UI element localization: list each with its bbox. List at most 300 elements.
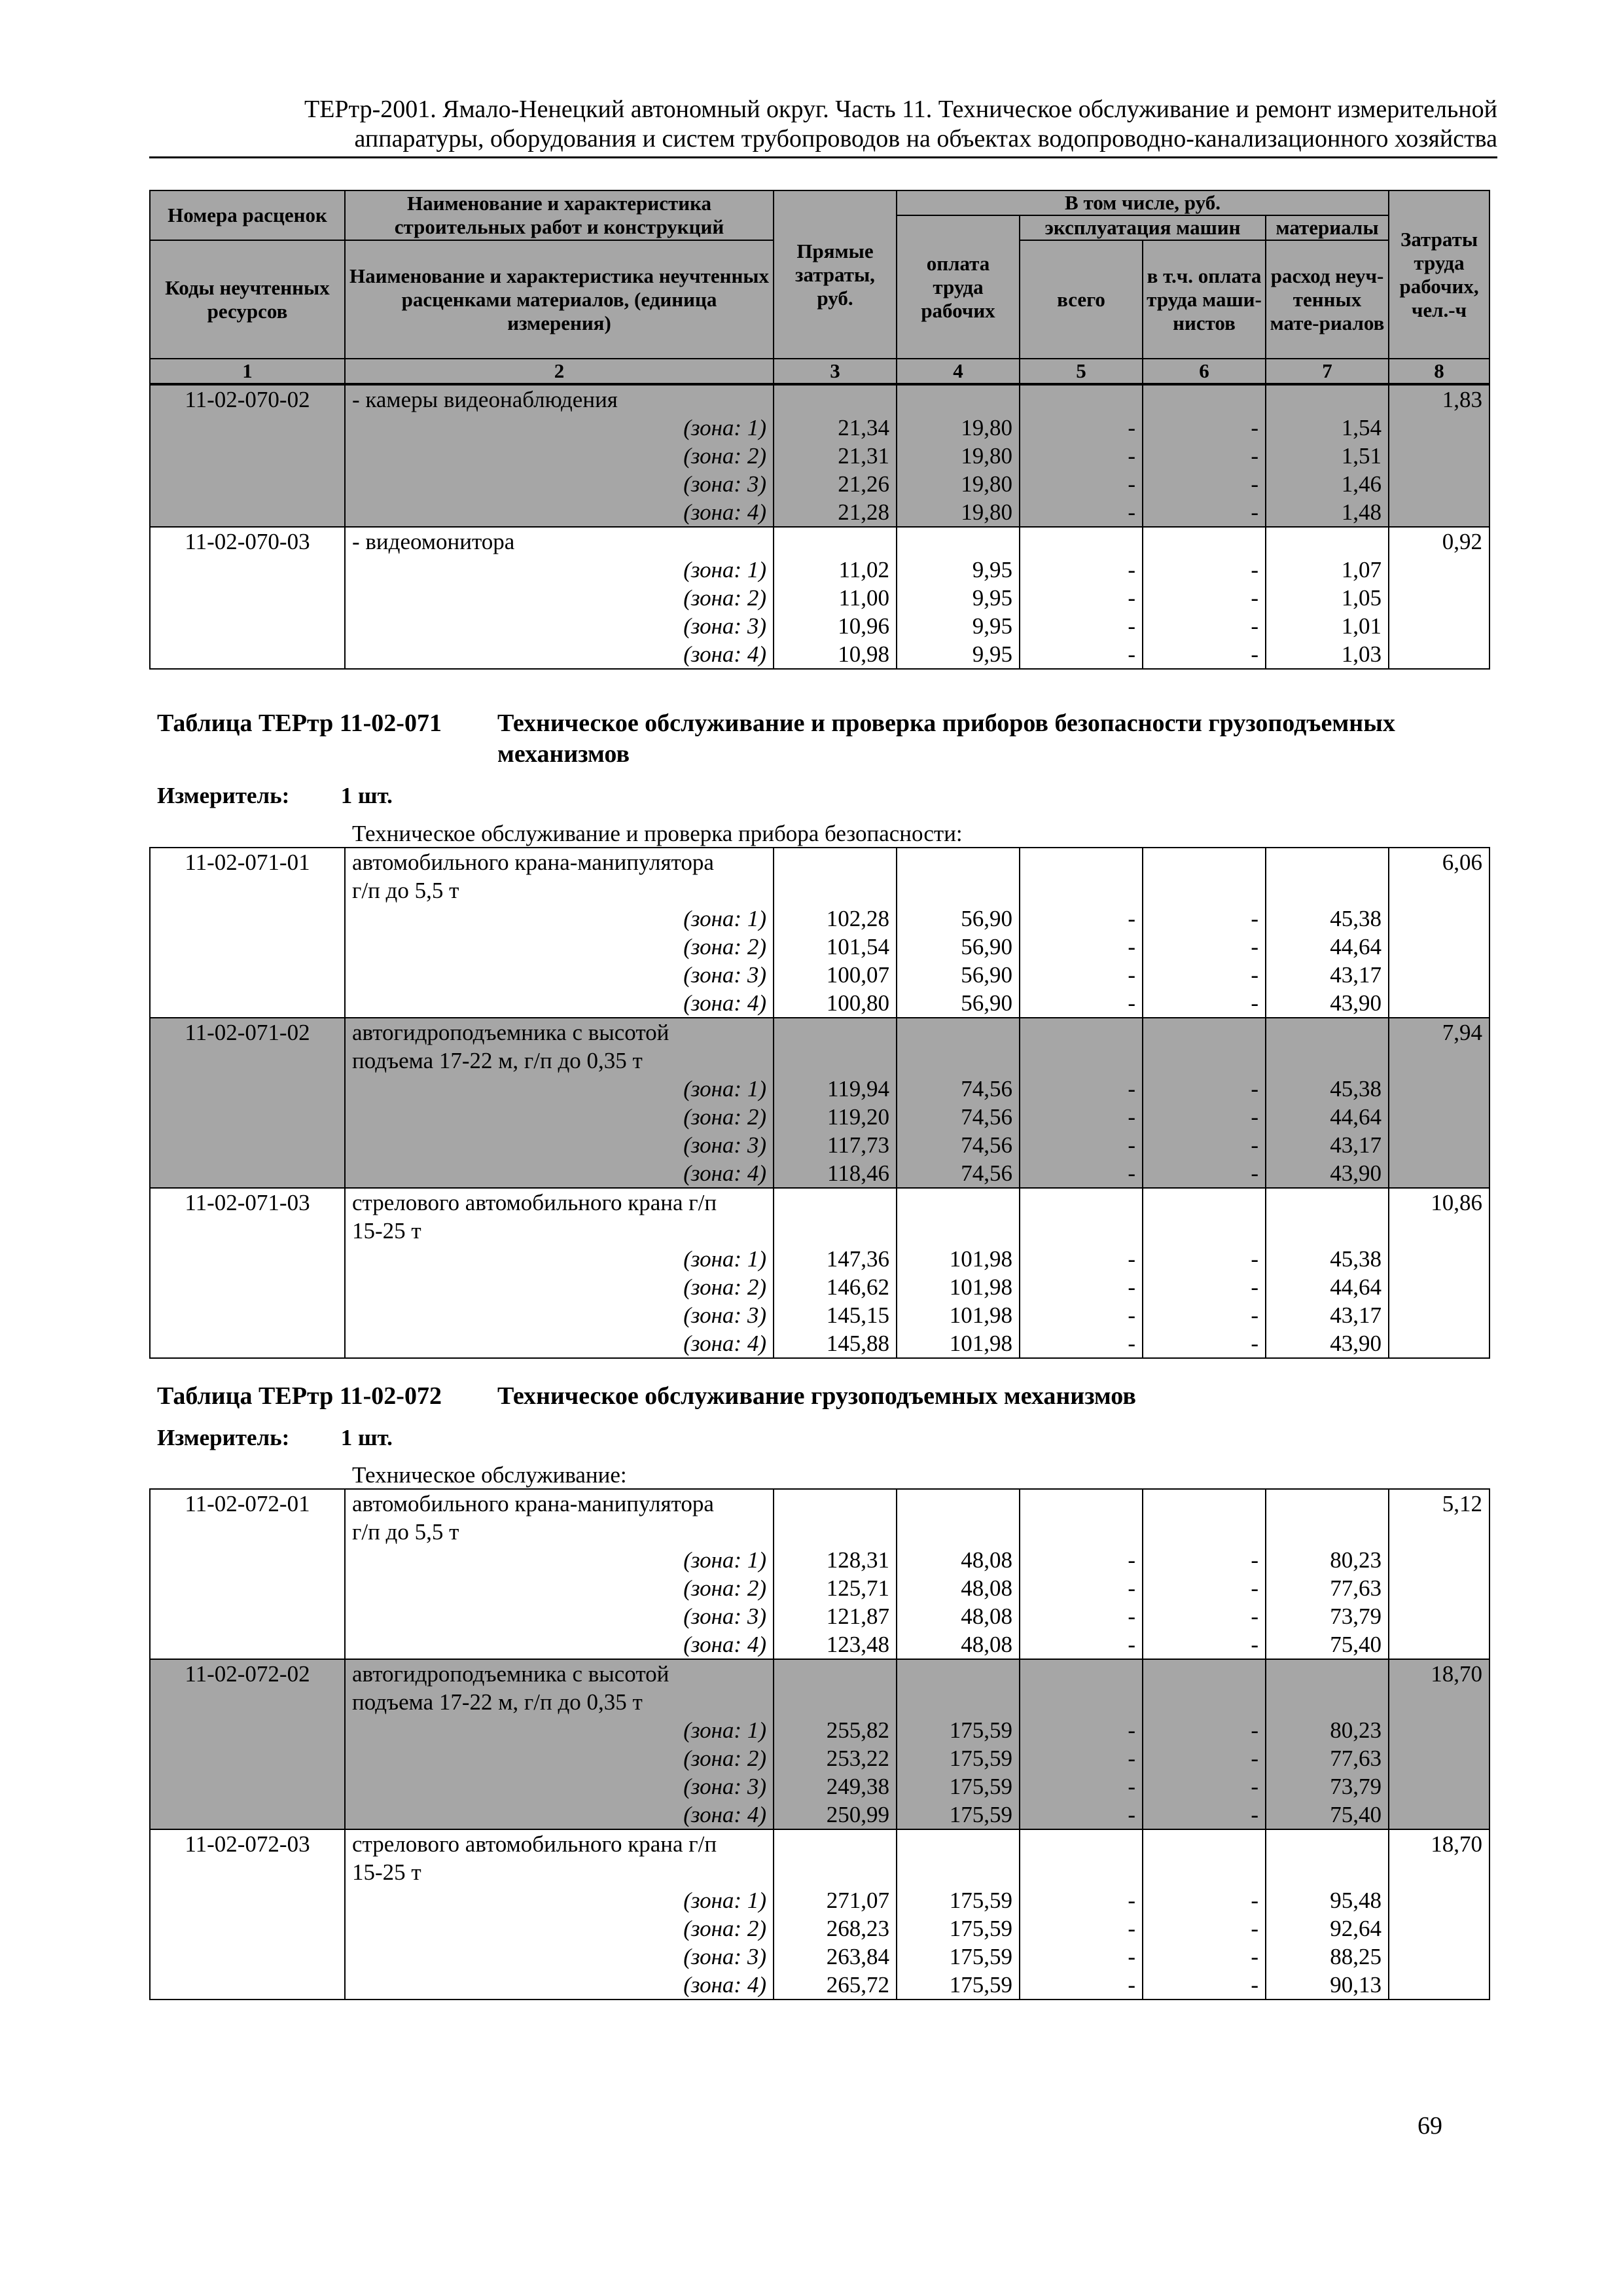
table-072 — [149, 1488, 1489, 2000]
zone-row — [150, 1914, 1489, 1943]
rates-table-070 — [149, 384, 1490, 670]
rate-code-cell — [150, 1217, 345, 1245]
value-cell — [1143, 527, 1266, 556]
rate-row — [150, 848, 1489, 876]
direct-costs-cell: 253,22 — [774, 1744, 897, 1772]
machinist-pay-cell: - — [1143, 1971, 1266, 2000]
rate-code-cell: 11-02-072-02 — [150, 1659, 345, 1688]
machine-total-cell: - — [1020, 1801, 1143, 1829]
zone-row — [150, 1886, 1489, 1914]
measure-label: Измеритель: — [157, 1425, 290, 1450]
section-071-measure — [157, 781, 393, 810]
machine-total-cell: - — [1020, 1716, 1143, 1744]
value-cell — [1266, 1018, 1389, 1047]
direct-costs-cell: 271,07 — [774, 1886, 897, 1914]
rates-table-072 — [149, 1488, 1490, 2000]
zone-row — [150, 470, 1489, 498]
machine-total-cell: - — [1020, 1159, 1143, 1188]
direct-costs-cell: 102,28 — [774, 905, 897, 933]
zone-row — [150, 1273, 1489, 1301]
zone-label-cell: (зона: 4) — [345, 1159, 774, 1188]
rate-code-cell — [150, 1914, 345, 1943]
machinist-pay-cell: - — [1143, 1886, 1266, 1914]
direct-costs-cell: 128,31 — [774, 1546, 897, 1574]
zone-row — [150, 1943, 1489, 1971]
machine-total-cell: - — [1020, 1602, 1143, 1630]
labor-pay-cell: 19,80 — [897, 414, 1020, 442]
labor-pay-cell: 9,95 — [897, 584, 1020, 612]
rate-code-cell: 11-02-070-03 — [150, 527, 345, 556]
machine-total-cell: - — [1020, 1886, 1143, 1914]
machine-total-cell: - — [1020, 612, 1143, 640]
labor-cost-cell — [1389, 1047, 1489, 1075]
value-cell — [1020, 1489, 1143, 1518]
zone-row — [150, 640, 1489, 669]
value-cell — [897, 1858, 1020, 1886]
direct-costs-cell: 21,34 — [774, 414, 897, 442]
machinist-pay-cell: - — [1143, 1159, 1266, 1188]
machinist-pay-cell: - — [1143, 1329, 1266, 1358]
zone-row — [150, 414, 1489, 442]
value-cell — [1020, 1018, 1143, 1047]
measure-value: 1 шт. — [340, 783, 393, 808]
rate-row — [150, 1047, 1489, 1075]
work-name-cell: автогидроподъемника с высотой — [345, 1018, 774, 1047]
rate-code-cell — [150, 1971, 345, 2000]
rate-row — [150, 1018, 1489, 1047]
zone-label-cell: (зона: 4) — [345, 640, 774, 669]
rate-row — [150, 1858, 1489, 1886]
labor-pay-cell: 19,80 — [897, 442, 1020, 470]
direct-costs-cell: 145,15 — [774, 1301, 897, 1329]
machinist-pay-cell: - — [1143, 905, 1266, 933]
col-number: 2 — [345, 359, 774, 384]
labor-cost-cell — [1389, 989, 1489, 1018]
zone-label-cell: (зона: 4) — [345, 1801, 774, 1829]
labor-cost-cell — [1389, 1716, 1489, 1744]
value-cell — [774, 1217, 897, 1245]
machine-total-cell: - — [1020, 1546, 1143, 1574]
machinist-pay-cell: - — [1143, 1716, 1266, 1744]
value-cell — [1266, 1518, 1389, 1546]
zone-row — [150, 1716, 1489, 1744]
zone-row — [150, 1103, 1489, 1131]
labor-cost-cell — [1389, 1772, 1489, 1801]
machinist-pay-cell: - — [1143, 1630, 1266, 1659]
zone-row — [150, 612, 1489, 640]
labor-pay-cell: 175,59 — [897, 1744, 1020, 1772]
zone-label-cell: (зона: 2) — [345, 1744, 774, 1772]
zone-label-cell: (зона: 3) — [345, 961, 774, 989]
labor-pay-cell: 175,59 — [897, 1943, 1020, 1971]
zone-label-cell: (зона: 3) — [345, 1772, 774, 1801]
labor-cost-cell — [1389, 1886, 1489, 1914]
zone-row — [150, 1630, 1489, 1659]
value-cell — [1266, 1829, 1389, 1858]
col-rate-numbers: Номера расценок — [150, 190, 345, 240]
labor-pay-cell: 101,98 — [897, 1329, 1020, 1358]
machine-total-cell: - — [1020, 1329, 1143, 1358]
rate-code-cell — [150, 640, 345, 669]
labor-pay-cell: 48,08 — [897, 1630, 1020, 1659]
value-cell — [774, 385, 897, 414]
zone-row — [150, 961, 1489, 989]
machinist-pay-cell: - — [1143, 556, 1266, 584]
work-name-cell: - видеомонитора — [345, 527, 774, 556]
machinist-pay-cell: - — [1143, 498, 1266, 527]
labor-cost-cell — [1389, 1131, 1489, 1159]
machinist-pay-cell: - — [1143, 1103, 1266, 1131]
work-name-cell: подъема 17-22 м, г/п до 0,35 т — [345, 1047, 774, 1075]
zone-label-cell: (зона: 1) — [345, 1716, 774, 1744]
materials-cell: 75,40 — [1266, 1630, 1389, 1659]
rate-code-cell: 11-02-071-01 — [150, 848, 345, 876]
column-header — [149, 190, 1490, 384]
table-label: Таблица ТЕРтр 11-02-072 — [157, 1382, 442, 1410]
work-name-cell: стрелового автомобильного крана г/п — [345, 1829, 774, 1858]
direct-costs-cell: 100,80 — [774, 989, 897, 1018]
materials-cell: 77,63 — [1266, 1574, 1389, 1602]
value-cell — [1266, 385, 1389, 414]
labor-cost-cell: 10,86 — [1389, 1188, 1489, 1217]
value-cell — [1266, 1489, 1389, 1518]
labor-pay-cell: 48,08 — [897, 1546, 1020, 1574]
zone-row — [150, 442, 1489, 470]
work-name-cell: стрелового автомобильного крана г/п — [345, 1188, 774, 1217]
labor-cost-cell — [1389, 1159, 1489, 1188]
labor-pay-cell: 175,59 — [897, 1914, 1020, 1943]
rate-row — [150, 385, 1489, 414]
labor-cost-cell — [1389, 1914, 1489, 1943]
labor-pay-cell: 175,59 — [897, 1971, 1020, 2000]
machine-total-cell: - — [1020, 1273, 1143, 1301]
zone-row — [150, 1744, 1489, 1772]
rate-row — [150, 1659, 1489, 1688]
machine-total-cell: - — [1020, 1630, 1143, 1659]
section-072-title — [157, 1381, 1136, 1412]
value-cell — [1143, 1659, 1266, 1688]
zone-label-cell: (зона: 3) — [345, 1943, 774, 1971]
machinist-pay-cell: - — [1143, 1546, 1266, 1574]
machine-total-cell: - — [1020, 1744, 1143, 1772]
materials-cell: 95,48 — [1266, 1886, 1389, 1914]
measure-value: 1 шт. — [340, 1425, 393, 1450]
materials-cell: 44,64 — [1266, 1103, 1389, 1131]
col-total: всего — [1020, 240, 1143, 359]
rate-code-cell — [150, 1574, 345, 1602]
value-cell — [774, 1047, 897, 1075]
rate-code-cell — [150, 1075, 345, 1103]
col-labor-costs: Затраты труда рабочих, чел.-ч — [1389, 190, 1489, 359]
machinist-pay-cell: - — [1143, 933, 1266, 961]
col-material-name: Наименование и характеристика неучтенных расценками материалов, (единица измерения) — [345, 240, 774, 359]
machine-total-cell: - — [1020, 1772, 1143, 1801]
direct-costs-cell: 11,00 — [774, 584, 897, 612]
rates-table-071 — [149, 847, 1490, 1359]
rate-row — [150, 1829, 1489, 1858]
zone-label-cell: (зона: 1) — [345, 905, 774, 933]
machine-total-cell: - — [1020, 1075, 1143, 1103]
zone-label-cell: (зона: 2) — [345, 1273, 774, 1301]
labor-pay-cell: 56,90 — [897, 905, 1020, 933]
zone-row — [150, 1301, 1489, 1329]
rate-code-cell — [150, 1245, 345, 1273]
zone-label-cell: (зона: 3) — [345, 612, 774, 640]
rate-code-cell: 11-02-070-02 — [150, 385, 345, 414]
work-name-cell: автомобильного крана-манипулятора — [345, 848, 774, 876]
labor-pay-cell: 48,08 — [897, 1574, 1020, 1602]
zone-row — [150, 556, 1489, 584]
rate-row — [150, 1489, 1489, 1518]
rate-row — [150, 1188, 1489, 1217]
zone-label-cell: (зона: 2) — [345, 1574, 774, 1602]
labor-cost-cell — [1389, 1103, 1489, 1131]
col-labor-pay: оплата труда рабочих — [897, 215, 1020, 359]
labor-cost-cell — [1389, 1971, 1489, 2000]
rate-code-cell — [150, 1886, 345, 1914]
labor-pay-cell: 175,59 — [897, 1716, 1020, 1744]
direct-costs-cell: 21,26 — [774, 470, 897, 498]
labor-cost-cell — [1389, 470, 1489, 498]
materials-cell: 1,46 — [1266, 470, 1389, 498]
value-cell — [1020, 1858, 1143, 1886]
rate-code-cell — [150, 498, 345, 527]
value-cell — [1266, 1047, 1389, 1075]
labor-cost-cell — [1389, 584, 1489, 612]
value-cell — [897, 1688, 1020, 1716]
value-cell — [897, 385, 1020, 414]
labor-cost-cell — [1389, 1301, 1489, 1329]
value-cell — [1266, 527, 1389, 556]
zone-label-cell: (зона: 3) — [345, 1602, 774, 1630]
labor-pay-cell: 56,90 — [897, 989, 1020, 1018]
value-cell — [774, 1018, 897, 1047]
labor-cost-cell — [1389, 905, 1489, 933]
machinist-pay-cell: - — [1143, 961, 1266, 989]
labor-cost-cell: 18,70 — [1389, 1659, 1489, 1688]
value-cell — [1020, 1518, 1143, 1546]
machine-total-cell: - — [1020, 414, 1143, 442]
labor-cost-cell — [1389, 1518, 1489, 1546]
labor-pay-cell: 175,59 — [897, 1886, 1020, 1914]
rate-code-cell — [150, 1688, 345, 1716]
machinist-pay-cell: - — [1143, 470, 1266, 498]
direct-costs-cell: 117,73 — [774, 1131, 897, 1159]
materials-cell: 43,90 — [1266, 1159, 1389, 1188]
value-cell — [774, 1829, 897, 1858]
labor-cost-cell — [1389, 1630, 1489, 1659]
section-071-subheading: Техническое обслуживание и проверка прибора безопасности: — [352, 821, 963, 846]
rate-code-cell — [150, 1744, 345, 1772]
zone-row — [150, 584, 1489, 612]
value-cell — [1266, 1188, 1389, 1217]
machinist-pay-cell: - — [1143, 1914, 1266, 1943]
rate-code-cell — [150, 584, 345, 612]
machinist-pay-cell: - — [1143, 442, 1266, 470]
direct-costs-cell: 21,31 — [774, 442, 897, 470]
value-cell — [1020, 1688, 1143, 1716]
rate-code-cell — [150, 1602, 345, 1630]
labor-cost-cell: 1,83 — [1389, 385, 1489, 414]
work-name-cell: автогидроподъемника с высотой — [345, 1659, 774, 1688]
zone-row — [150, 989, 1489, 1018]
value-cell — [774, 1518, 897, 1546]
materials-cell: 75,40 — [1266, 1801, 1389, 1829]
labor-cost-cell — [1389, 1943, 1489, 1971]
value-cell — [774, 1489, 897, 1518]
rate-code-cell — [150, 876, 345, 905]
col-number: 6 — [1143, 359, 1266, 384]
value-cell — [774, 848, 897, 876]
rate-code-cell — [150, 1546, 345, 1574]
value-cell — [1266, 1217, 1389, 1245]
value-cell — [774, 876, 897, 905]
value-cell — [1143, 1188, 1266, 1217]
value-cell — [1143, 876, 1266, 905]
machinist-pay-cell: - — [1143, 612, 1266, 640]
rate-code-cell — [150, 1329, 345, 1358]
machinist-pay-cell: - — [1143, 1772, 1266, 1801]
direct-costs-cell: 11,02 — [774, 556, 897, 584]
col-material-usage: расход неуч-тенных мате-риалов — [1266, 240, 1389, 359]
value-cell — [897, 1489, 1020, 1518]
machinist-pay-cell: - — [1143, 1245, 1266, 1273]
machine-total-cell: - — [1020, 1971, 1143, 2000]
rate-row — [150, 527, 1489, 556]
machine-total-cell: - — [1020, 640, 1143, 669]
zone-row — [150, 1329, 1489, 1358]
rate-code-cell — [150, 1047, 345, 1075]
value-cell — [1020, 527, 1143, 556]
value-cell — [1143, 385, 1266, 414]
machine-total-cell: - — [1020, 498, 1143, 527]
direct-costs-cell: 10,98 — [774, 640, 897, 669]
zone-label-cell: (зона: 1) — [345, 1075, 774, 1103]
materials-cell: 1,51 — [1266, 442, 1389, 470]
rate-code-cell — [150, 1630, 345, 1659]
section-072-measure — [157, 1424, 393, 1452]
machinist-pay-cell: - — [1143, 1075, 1266, 1103]
direct-costs-cell: 21,28 — [774, 498, 897, 527]
zone-label-cell: (зона: 4) — [345, 1329, 774, 1358]
materials-cell: 43,17 — [1266, 1301, 1389, 1329]
zone-label-cell: (зона: 4) — [345, 989, 774, 1018]
machinist-pay-cell: - — [1143, 1273, 1266, 1301]
labor-cost-cell — [1389, 1075, 1489, 1103]
value-cell — [1143, 1518, 1266, 1546]
machine-total-cell: - — [1020, 905, 1143, 933]
labor-cost-cell — [1389, 414, 1489, 442]
value-cell — [897, 527, 1020, 556]
materials-cell: 1,54 — [1266, 414, 1389, 442]
labor-pay-cell: 74,56 — [897, 1075, 1020, 1103]
labor-cost-cell: 5,12 — [1389, 1489, 1489, 1518]
value-cell — [1020, 1217, 1143, 1245]
rate-code-cell — [150, 1103, 345, 1131]
machinist-pay-cell: - — [1143, 989, 1266, 1018]
labor-cost-cell — [1389, 1245, 1489, 1273]
value-cell — [1266, 1659, 1389, 1688]
section-072-subheading: Техническое обслуживание: — [352, 1462, 627, 1488]
materials-cell: 73,79 — [1266, 1772, 1389, 1801]
col-number: 3 — [774, 359, 897, 384]
zone-row — [150, 1971, 1489, 2000]
running-header-line-2: аппаратуры, оборудования и систем трубопроводов на объектах водопроводно-канализационного хозяйства — [354, 125, 1497, 152]
direct-costs-cell: 101,54 — [774, 933, 897, 961]
materials-cell: 1,01 — [1266, 612, 1389, 640]
rate-code-cell — [150, 556, 345, 584]
labor-cost-cell — [1389, 612, 1489, 640]
labor-cost-cell — [1389, 1744, 1489, 1772]
machinist-pay-cell: - — [1143, 1301, 1266, 1329]
labor-pay-cell: 19,80 — [897, 498, 1020, 527]
materials-cell: 92,64 — [1266, 1914, 1389, 1943]
materials-cell: 73,79 — [1266, 1602, 1389, 1630]
value-cell — [774, 1188, 897, 1217]
direct-costs-cell: 119,94 — [774, 1075, 897, 1103]
value-cell — [897, 1188, 1020, 1217]
labor-cost-cell — [1389, 1574, 1489, 1602]
machine-total-cell: - — [1020, 1914, 1143, 1943]
rate-code-cell — [150, 1716, 345, 1744]
zone-row — [150, 1546, 1489, 1574]
rate-row — [150, 1688, 1489, 1716]
machine-total-cell: - — [1020, 1574, 1143, 1602]
zone-label-cell: (зона: 3) — [345, 470, 774, 498]
labor-cost-cell — [1389, 1273, 1489, 1301]
zone-label-cell: (зона: 2) — [345, 442, 774, 470]
value-cell — [897, 1829, 1020, 1858]
zone-row — [150, 905, 1489, 933]
table-description: Техническое обслуживание и проверка приборов безопасности грузоподъемных механизмов — [497, 709, 1395, 768]
labor-pay-cell: 74,56 — [897, 1131, 1020, 1159]
value-cell — [1143, 1688, 1266, 1716]
value-cell — [1143, 1489, 1266, 1518]
col-direct-costs: Прямые затраты, руб. — [774, 190, 897, 359]
direct-costs-cell: 147,36 — [774, 1245, 897, 1273]
labor-cost-cell: 0,92 — [1389, 527, 1489, 556]
labor-pay-cell: 48,08 — [897, 1602, 1020, 1630]
machine-total-cell: - — [1020, 961, 1143, 989]
labor-pay-cell: 175,59 — [897, 1801, 1020, 1829]
rate-code-cell: 11-02-071-03 — [150, 1188, 345, 1217]
labor-pay-cell: 74,56 — [897, 1159, 1020, 1188]
materials-cell: 43,90 — [1266, 989, 1389, 1018]
value-cell — [774, 1858, 897, 1886]
labor-cost-cell — [1389, 1688, 1489, 1716]
labor-cost-cell: 7,94 — [1389, 1018, 1489, 1047]
labor-pay-cell: 56,90 — [897, 933, 1020, 961]
materials-cell: 43,17 — [1266, 961, 1389, 989]
rate-code-cell — [150, 933, 345, 961]
zone-label-cell: (зона: 3) — [345, 1301, 774, 1329]
labor-cost-cell — [1389, 1217, 1489, 1245]
materials-cell: 80,23 — [1266, 1716, 1389, 1744]
rate-code-cell — [150, 414, 345, 442]
labor-pay-cell: 19,80 — [897, 470, 1020, 498]
value-cell — [897, 1047, 1020, 1075]
machinist-pay-cell: - — [1143, 1602, 1266, 1630]
labor-pay-cell: 101,98 — [897, 1273, 1020, 1301]
work-name-cell: 15-25 т — [345, 1217, 774, 1245]
col-materials: материалы — [1266, 215, 1389, 240]
direct-costs-cell: 100,07 — [774, 961, 897, 989]
labor-cost-cell — [1389, 876, 1489, 905]
direct-costs-cell: 249,38 — [774, 1772, 897, 1801]
machinist-pay-cell: - — [1143, 1574, 1266, 1602]
table-label: Таблица ТЕРтр 11-02-071 — [157, 709, 442, 737]
labor-cost-cell: 6,06 — [1389, 848, 1489, 876]
